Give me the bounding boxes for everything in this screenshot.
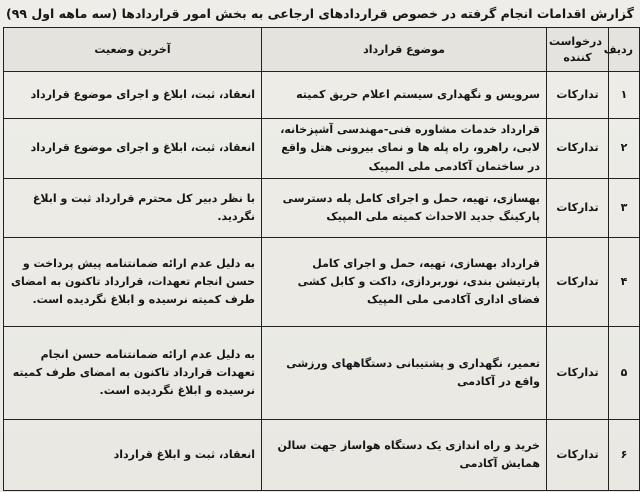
header-status: آخرین وضعیت [4, 28, 262, 72]
row-requester: تدارکات [547, 119, 609, 179]
row-subject: خرید و راه اندازی یک دستگاه هواساز جهت سالن همایش آکادمی [262, 420, 547, 491]
row-status: انعقاد، ثبت و ابلاغ قرارداد [4, 420, 262, 491]
row-num: ۱ [609, 72, 640, 119]
table-row [4, 179, 640, 238]
row-status: انعقاد، ثبت، ابلاغ و اجرای موضوع قرارداد [4, 72, 262, 119]
row-status: انعقاد، ثبت، ابلاغ و اجرای موضوع قرارداد [4, 119, 262, 179]
table-row [4, 119, 640, 179]
header-subject: موضوع قرارداد [262, 28, 547, 72]
row-subject: تعمیر، نگهداری و پشتیبانی دستگاههای ورزشی واقع در آکادمی [262, 327, 547, 420]
row-status: به دلیل عدم ارائه ضمانتنامه پیش پرداخت و حسن انجام تعهدات، قرارداد تاکنون به امضای طرف کمیته نرسیده و ابلاغ نگردیده است. [4, 238, 262, 327]
row-requester: تدارکات [547, 327, 609, 420]
row-num: ۳ [609, 179, 640, 238]
row-num: ۵ [609, 327, 640, 420]
header-requester: درخواست کننده [547, 28, 609, 72]
row-requester: تدارکات [547, 238, 609, 327]
report-title: گزارش اقدامات انجام گرفته در خصوص قراردادهای ارجاعی به بخش امور قراردادها (سه ماهه اول ۹۹) [6, 6, 634, 21]
table-row [4, 327, 640, 420]
table-row [4, 420, 640, 491]
row-subject: سرویس و نگهداری سیستم اعلام حریق کمیته [262, 72, 547, 119]
row-status: به دلیل عدم ارائه ضمانتنامه حسن انجام تعهدات قرارداد تاکنون به امضای طرف کمیته نرسیده و ابلاغ نگردیده است. [4, 327, 262, 420]
contracts-table [3, 27, 640, 491]
header-row [4, 28, 640, 72]
row-num: ۶ [609, 420, 640, 491]
row-subject: قرارداد خدمات مشاوره فنی-مهندسی آشپزخانه، لابی، راهرو، راه پله ها و نمای بیرونی هتل واقع در ساختمان آکادمی ملی المپیک [262, 119, 547, 179]
row-subject: قرارداد بهسازی، تهیه، حمل و اجرای کامل پارتیشن بندی، نوربردازی، داکت و کابل کشی فضای اداری آکادمی ملی المپیک [262, 238, 547, 327]
row-num: ۴ [609, 238, 640, 327]
table-row [4, 238, 640, 327]
row-requester: تدارکات [547, 72, 609, 119]
row-requester: تدارکات [547, 179, 609, 238]
row-status: با نظر دبیر کل محترم قرارداد ثبت و ابلاغ نگردید. [4, 179, 262, 238]
row-subject: بهسازی، تهیه، حمل و اجرای کامل پله دسترسی پارکینگ جدید الاحداث کمیته ملی المپیک [262, 179, 547, 238]
table-row [4, 72, 640, 119]
header-num: ردیف [609, 28, 640, 72]
row-num: ۲ [609, 119, 640, 179]
row-requester: تدارکات [547, 420, 609, 491]
